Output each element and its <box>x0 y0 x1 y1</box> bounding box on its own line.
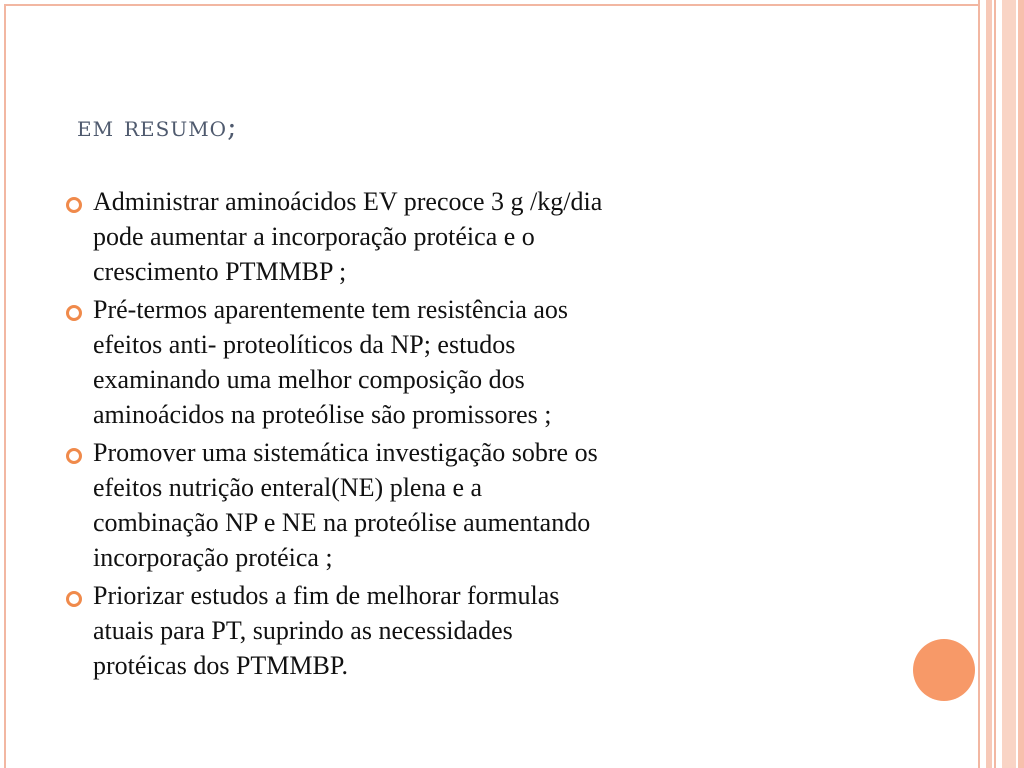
decorative-circle <box>913 639 975 701</box>
decorative-stripe <box>1002 0 1016 768</box>
bullet-item <box>60 184 900 289</box>
slide-title: em resumo; <box>77 110 238 143</box>
circle-bullet-icon <box>66 591 82 607</box>
bullet-item <box>60 578 900 683</box>
bullet-item <box>60 292 900 432</box>
bullet-text: Pré-termos aparentemente tem resistência aos efeitos anti- proteolíticos da NP; estudos examinando uma melhor composição dos aminoácidos na proteólise são promissores ; <box>93 295 569 429</box>
bullet-text: Priorizar estudos a fim de melhorar formulas atuais para PT, suprindo as necessidades protéicas dos PTMMBP. <box>93 581 560 680</box>
bullet-text: Administrar aminoácidos EV precoce 3 g /kg/dia pode aumentar a incorporação protéica e o crescimento PTMMBP ; <box>93 187 603 286</box>
bullet-item <box>60 435 900 575</box>
circle-bullet-icon <box>66 197 82 213</box>
bullet-list <box>60 184 900 686</box>
decorative-stripe <box>1018 0 1024 768</box>
circle-bullet-icon <box>66 448 82 464</box>
circle-bullet-icon <box>66 305 82 321</box>
bullet-text: Promover uma sistemática investigação sobre os efeitos nutrição enteral(NE) plena e a combinação NP e NE na proteólise aumentando incorporação protéica ; <box>93 438 598 572</box>
decorative-stripe <box>994 0 996 768</box>
decorative-stripe <box>978 0 980 768</box>
decorative-stripe <box>986 0 992 768</box>
